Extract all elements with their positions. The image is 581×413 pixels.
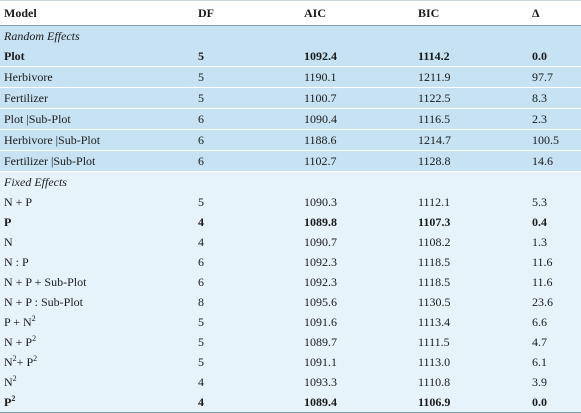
cell-df: 5 [194,312,300,332]
header-row [0,1,581,26]
cell-model: N + P + Sub-Plot [0,272,194,292]
cell-delta: 0.0 [528,46,581,67]
cell-df: 5 [194,46,300,67]
table-row [0,372,581,392]
cell-df: 6 [194,252,300,272]
cell-bic: 1114.2 [414,46,528,67]
cell-model: Herbivore |Sub-Plot [0,130,194,151]
table-row [0,352,581,372]
cell-model: P [0,212,194,232]
cell-delta: 0.4 [528,212,581,232]
table-row [0,109,581,130]
cell-aic: 1102.7 [300,151,414,172]
cell-bic: 1211.9 [414,67,528,88]
column-header-delta: Δ [528,1,581,26]
cell-model [0,372,194,392]
cell-bic: 1111.5 [414,332,528,352]
cell-model: Herbivore [0,67,194,88]
cell-delta: 2.3 [528,109,581,130]
column-header-aic: AIC [300,1,414,26]
cell-delta: 5.3 [528,192,581,212]
cell-aic: 1092.4 [300,46,414,67]
cell-df: 5 [194,332,300,352]
table-row [0,332,581,352]
exponent: 2 [11,394,16,403]
cell-delta: 6.6 [528,312,581,332]
cell-aic: 1095.6 [300,292,414,312]
cell-df: 6 [194,109,300,130]
model-term: P + N [4,315,32,329]
cell-aic: 1090.4 [300,109,414,130]
cell-aic: 1100.7 [300,88,414,109]
table-row [0,232,581,252]
cell-delta: 1.3 [528,232,581,252]
cell-delta: 97.7 [528,67,581,88]
cell-aic: 1091.6 [300,312,414,332]
exponent: 2 [12,354,17,363]
table-row [0,88,581,109]
table-row [0,46,581,67]
cell-delta: 23.6 [528,292,581,312]
exponent: 2 [31,314,36,323]
cell-bic: 1118.5 [414,272,528,292]
table-row [0,192,581,212]
cell-aic: 1091.1 [300,352,414,372]
cell-aic: 1089.7 [300,332,414,352]
cell-bic: 1122.5 [414,88,528,109]
cell-df: 4 [194,372,300,392]
exponent: 2 [12,374,17,383]
cell-delta: 8.3 [528,88,581,109]
cell-bic: 1214.7 [414,130,528,151]
cell-model: Fertilizer [0,88,194,109]
cell-model: Plot |Sub-Plot [0,109,194,130]
model-term: N [4,375,13,389]
table-row [0,130,581,151]
cell-model [0,332,194,352]
cell-model: Plot [0,46,194,67]
model-term: N + P [4,335,33,349]
table-row [0,252,581,272]
cell-df: 8 [194,292,300,312]
cell-aic: 1190.1 [300,67,414,88]
cell-model [0,352,194,372]
column-header-model: Model [0,1,194,26]
table-row [0,392,581,413]
table-row [0,67,581,88]
cell-aic: 1090.7 [300,232,414,252]
cell-df: 5 [194,67,300,88]
cell-delta: 0.0 [528,392,581,413]
cell-delta: 14.6 [528,151,581,172]
cell-delta: 3.9 [528,372,581,392]
cell-bic: 1110.8 [414,372,528,392]
cell-bic: 1112.1 [414,192,528,212]
column-header-bic: BIC [414,1,528,26]
cell-aic: 1090.3 [300,192,414,212]
table-row [0,212,581,232]
cell-bic: 1128.8 [414,151,528,172]
cell-model: Fertilizer |Sub-Plot [0,151,194,172]
model-term: P [4,395,12,409]
cell-delta: 11.6 [528,252,581,272]
cell-aic: 1089.8 [300,212,414,232]
table-row [0,292,581,312]
cell-df: 4 [194,212,300,232]
cell-model [0,392,194,413]
cell-aic: 1188.6 [300,130,414,151]
cell-df: 5 [194,192,300,212]
cell-aic: 1089.4 [300,392,414,413]
section-title: Fixed Effects [0,172,581,193]
table-row [0,151,581,172]
section-title: Random Effects [0,26,581,47]
cell-df: 6 [194,151,300,172]
cell-model: N + P [0,192,194,212]
cell-aic: 1093.3 [300,372,414,392]
cell-bic: 1116.5 [414,109,528,130]
exponent: 2 [33,354,38,363]
cell-delta: 11.6 [528,272,581,292]
cell-bic: 1107.3 [414,212,528,232]
cell-df: 6 [194,272,300,292]
table-body [0,26,581,413]
table-row [0,272,581,292]
cell-bic: 1118.5 [414,252,528,272]
cell-df: 4 [194,392,300,413]
cell-df: 5 [194,352,300,372]
cell-bic: 1130.5 [414,292,528,312]
cell-aic: 1092.3 [300,252,414,272]
cell-model [0,312,194,332]
cell-bic: 1106.9 [414,392,528,413]
cell-bic: 1108.2 [414,232,528,252]
cell-delta: 6.1 [528,352,581,372]
exponent: 2 [32,334,37,343]
section-header-fixed [0,172,581,193]
cell-model: N [0,232,194,252]
model-term: + P [16,355,34,369]
cell-bic: 1113.4 [414,312,528,332]
cell-bic: 1113.0 [414,352,528,372]
column-header-df: DF [194,1,300,26]
table-row [0,312,581,332]
cell-model: N + P : Sub-Plot [0,292,194,312]
cell-delta: 4.7 [528,332,581,352]
cell-model: N : P [0,252,194,272]
cell-delta: 100.5 [528,130,581,151]
model-term: N [4,355,13,369]
cell-df: 5 [194,88,300,109]
cell-aic: 1092.3 [300,272,414,292]
cell-df: 6 [194,130,300,151]
section-header-random [0,26,581,47]
cell-df: 4 [194,232,300,252]
